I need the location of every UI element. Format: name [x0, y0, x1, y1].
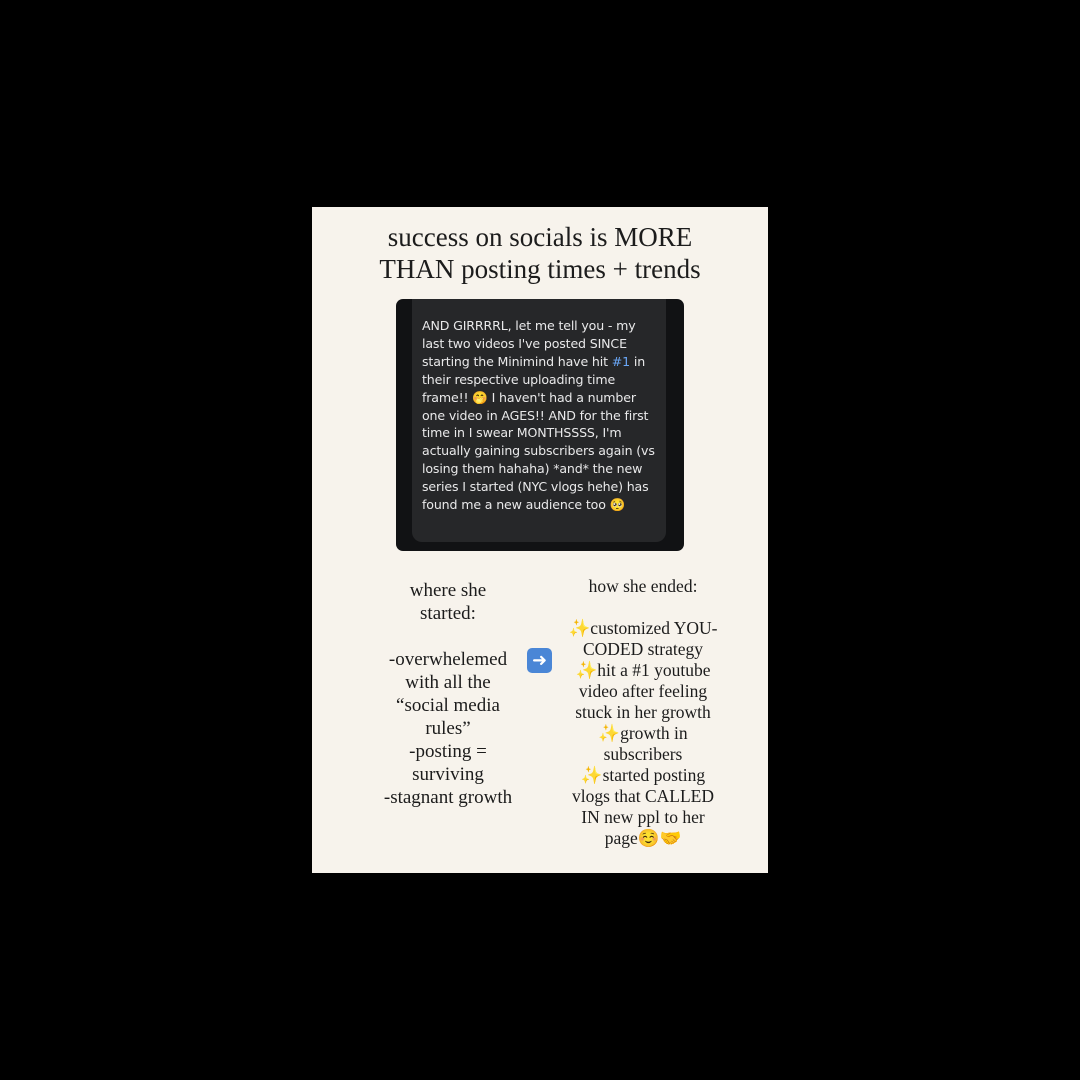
- where-she-started: where she started: -overwhelemed with all the “social media rules” -posting = surviving -stagnant growth: [383, 580, 513, 808]
- right-arrow-icon: ➜: [527, 648, 552, 673]
- message-text-part1: AND GIRRRRL, let me tell you - my last two videos I've posted SINCE starting the Minimind have hit: [422, 318, 636, 369]
- post-card: [312, 207, 768, 873]
- message-text-part2: in their respective uploading time frame!! 🤭 I haven't had a number one video in AGES!! AND for the first time in I swear MONTHSSSS, I'm actually gaining subscribers again (vs losing them hahaha) *and* the new series I started (NYC vlogs hehe) has found me a new audience too 🥺: [422, 353, 655, 513]
- how-she-ended: how she ended: ✨customized YOU- CODED strategy ✨hit a #1 youtube video after feeling stuck in her growth ✨growth in subscribers ✨started posting vlogs that CALLED IN new ppl to her page☺️🤝: [568, 576, 718, 848]
- message-bubble: [412, 299, 666, 542]
- message-text: [422, 317, 658, 514]
- post-title: success on socials is MORE THAN posting times + trends: [379, 222, 701, 284]
- dm-screenshot: [396, 299, 684, 551]
- hashtag-link[interactable]: #1: [611, 353, 631, 369]
